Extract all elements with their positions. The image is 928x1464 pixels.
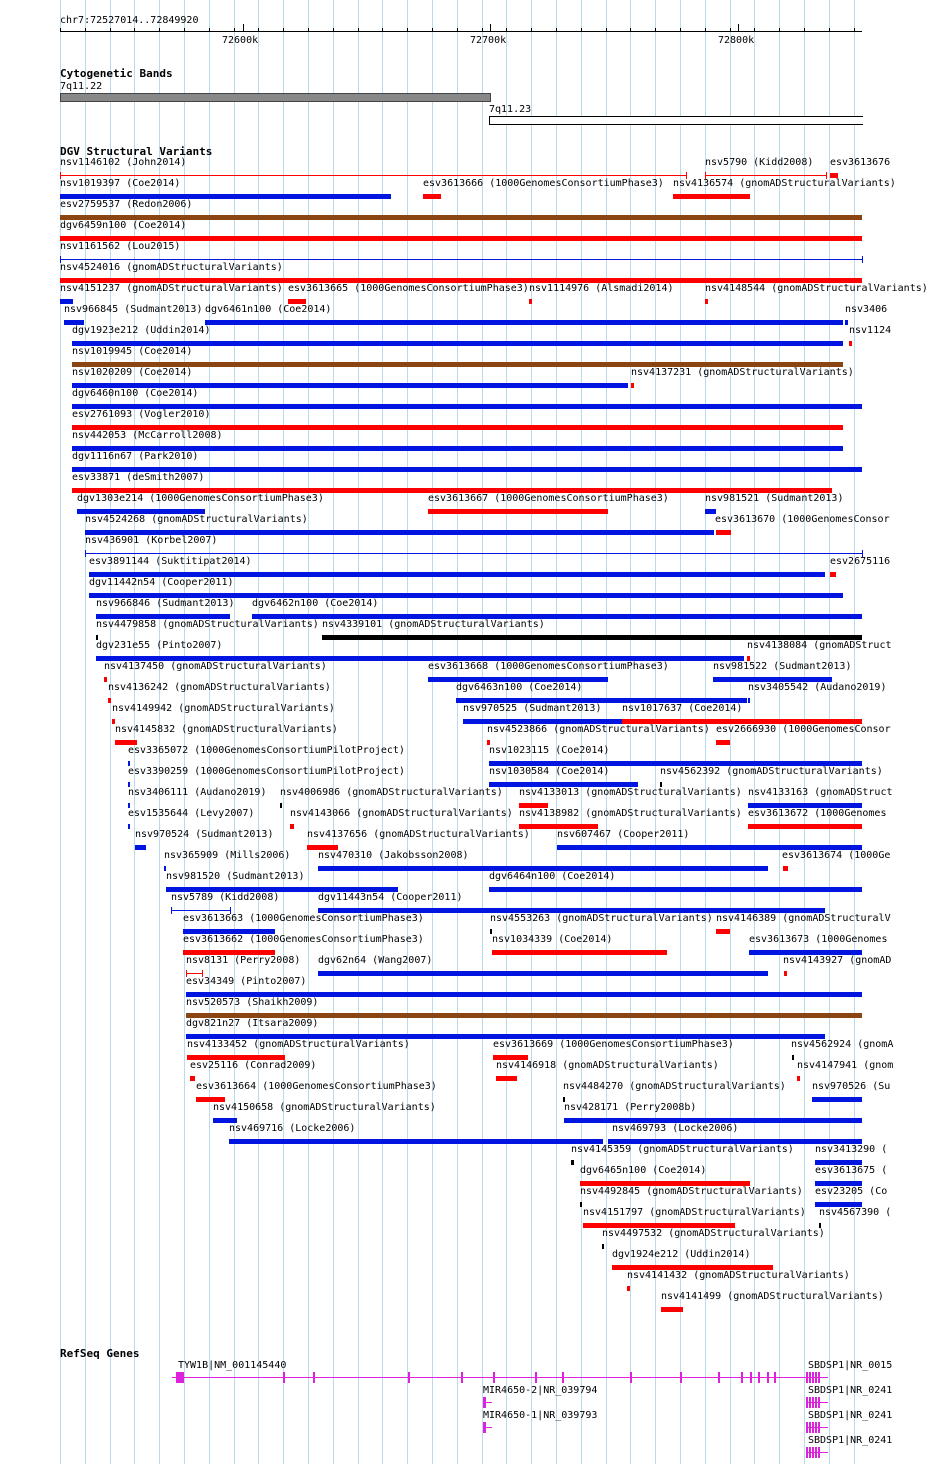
dgv-feature-label: nsv1146102 (John2014)	[60, 157, 187, 168]
dgv-feature-label: nsv4143066 (gnomADStructuralVariants)	[290, 808, 513, 819]
refseq-gene-label: SBDSP1|NR_0241	[808, 1410, 893, 1421]
dgv-feature-bar[interactable]	[580, 1202, 582, 1207]
dgv-feature-label: dgv11442n54 (Cooper2011)	[89, 577, 234, 588]
dgv-feature-label: nsv428171 (Perry2008b)	[564, 1102, 697, 1113]
dgv-feature-label: nsv4136242 (gnomADStructuralVariants)	[108, 682, 331, 693]
refseq-exon	[815, 1422, 817, 1433]
refseq-exon	[493, 1372, 495, 1383]
dgv-feature-label: nsv1161562 (Lou2015)	[60, 241, 181, 252]
dgv-feature-label: nsv4497532 (gnomADStructuralVariants)	[602, 1228, 825, 1239]
ruler-tick	[358, 28, 359, 32]
dgv-feature-label: nsv4524268 (gnomADStructuralVariants)	[85, 514, 308, 525]
dgv-feature-bar[interactable]	[186, 973, 202, 974]
dgv-feature-label: esv3613662 (1000GenomesConsortiumPhase3)	[183, 934, 424, 945]
ruler-tick-label-72800k: 72800k	[718, 35, 755, 46]
dgv-feature-label: nsv4150658 (gnomADStructuralVariants)	[213, 1102, 436, 1113]
dgv-feature-label: nsv4148544 (gnomADStructuralVariants)	[705, 283, 928, 294]
dgv-feature-label: esv2675116	[830, 556, 891, 567]
refseq-exon	[741, 1372, 743, 1383]
ruler-tick	[779, 28, 780, 32]
dgv-feature-label: esv3613670 (1000GenomesConsor	[715, 514, 890, 525]
dgv-feature-label: nsv469793 (Locke2006)	[612, 1123, 739, 1134]
dgv-feature-label: nsv469716 (Locke2006)	[229, 1123, 356, 1134]
dgv-feature-label: esv1535644 (Levy2007)	[128, 808, 255, 819]
dgv-feature-bar[interactable]	[845, 320, 848, 325]
refseq-exon	[630, 1372, 632, 1383]
dgv-feature-label: esv3613674 (1000Ge	[782, 850, 891, 861]
ruler-tick	[110, 28, 111, 32]
ruler-major-tick	[243, 24, 244, 32]
dgv-feature-bar[interactable]	[661, 1307, 683, 1312]
ruler-tick	[184, 28, 185, 32]
dgv-feature-label: nsv8131 (Perry2008)	[186, 955, 301, 966]
dgv-feature-label: dgv62n64 (Wang2007)	[318, 955, 433, 966]
dgv-feature-bar[interactable]	[602, 1244, 604, 1249]
refseq-exon	[283, 1372, 285, 1383]
dgv-feature-bar[interactable]	[705, 175, 826, 176]
dgv-feature-label: nsv4006986 (gnomADStructuralVariants)	[280, 787, 503, 798]
dgv-feature-bar[interactable]	[529, 299, 532, 304]
dgv-feature-label: nsv4143927 (gnomAD	[783, 955, 892, 966]
dgv-feature-label: nsv1030584 (Coe2014)	[489, 766, 610, 777]
ruler-tick	[432, 28, 433, 32]
dgv-feature-label: esv3613663 (1000GenomesConsortiumPhase3)	[183, 913, 424, 924]
refseq-exon	[812, 1372, 814, 1383]
refseq-exon	[750, 1372, 752, 1383]
locus-label: chr7:72527014..72849920	[60, 15, 199, 26]
ruler-tick	[730, 28, 731, 32]
dgv-feature-label: nsv5790 (Kidd2008)	[705, 157, 814, 168]
dgv-feature-label: nsv607467 (Cooper2011)	[557, 829, 690, 840]
ruler-axis	[60, 31, 862, 32]
dgv-feature-label: nsv4562924 (gnomA	[791, 1039, 894, 1050]
ruler-tick	[804, 28, 805, 32]
ruler-major-tick	[738, 24, 739, 32]
dgv-feature-label: esv3613664 (1000GenomesConsortiumPhase3)	[196, 1081, 437, 1092]
dgv-feature-bar[interactable]	[496, 1076, 517, 1081]
dgv-feature-label: nsv4136574 (gnomADStructuralVariants)	[673, 178, 896, 189]
dgv-feature-label: nsv442053 (McCarroll2008)	[72, 430, 223, 441]
refseq-exon	[806, 1422, 808, 1433]
dgv-feature-bar[interactable]	[627, 1286, 630, 1291]
dgv-feature-bar[interactable]	[673, 194, 750, 199]
dgv-feature-bar[interactable]	[190, 1076, 195, 1081]
dgv-feature-label: nsv970525 (Sudmant2013)	[463, 703, 602, 714]
refseq-exon	[809, 1422, 811, 1433]
refseq-exon	[806, 1372, 808, 1383]
dgv-feature-label: nsv981522 (Sudmant2013)	[713, 661, 852, 672]
dgv-feature-label: nsv4138982 (gnomADStructuralVariants)	[519, 808, 742, 819]
track-title-dgv: DGV Structural Variants	[60, 145, 213, 158]
dgv-feature-label: nsv4145359 (gnomADStructuralVariants)	[571, 1144, 794, 1155]
dgv-feature-label: esv33871 (deSmith2007)	[72, 472, 205, 483]
ruler-tick	[655, 28, 656, 32]
ruler-tick-label-72600k: 72600k	[222, 35, 259, 46]
cytoband-label-q11-23: 7q11.23	[489, 104, 532, 115]
dgv-feature-bar[interactable]	[783, 866, 788, 871]
ruler-tick	[407, 28, 408, 32]
dgv-feature-label: dgv11443n54 (Cooper2011)	[318, 892, 463, 903]
refseq-gene-label: SBDSP1|NR_0241	[808, 1385, 893, 1396]
ruler-tick	[754, 28, 755, 32]
dgv-feature-label: dgv1303e214 (1000GenomesConsortiumPhase3)	[77, 493, 324, 504]
dgv-feature-label: nsv4133013 (gnomADStructuralVariants)	[519, 787, 742, 798]
dgv-feature-label: nsv1019945 (Coe2014)	[72, 346, 193, 357]
dgv-feature-label: esv3613666 (1000GenomesConsortiumPhase3)	[423, 178, 664, 189]
dgv-feature-label: nsv4567390 (	[819, 1207, 892, 1218]
refseq-exon	[812, 1422, 814, 1433]
dgv-feature-bar[interactable]	[716, 530, 731, 535]
dgv-feature-label: nsv4137450 (gnomADStructuralVariants)	[104, 661, 327, 672]
dgv-feature-bar[interactable]	[205, 320, 843, 325]
dgv-feature-label: esv3613673 (1000Genomes	[749, 934, 888, 945]
dgv-feature-label: dgv6461n100 (Coe2014)	[205, 304, 332, 315]
ruler-tick	[308, 28, 309, 32]
ruler-tick	[531, 28, 532, 32]
dgv-feature-label: esv3365072 (1000GenomesConsortiumPilotProject)	[128, 745, 405, 756]
dgv-feature-label: nsv4141499 (gnomADStructuralVariants)	[661, 1291, 884, 1302]
refseq-exon	[809, 1372, 811, 1383]
refseq-exon	[818, 1422, 820, 1433]
dgv-feature-label: nsv966845 (Sudmant2013)	[64, 304, 203, 315]
dgv-feature-label: esv25116 (Conrad2009)	[190, 1060, 317, 1071]
refseq-exon	[806, 1397, 808, 1408]
dgv-feature-bar[interactable]	[784, 971, 787, 976]
dgv-feature-label: dgv1116n67 (Park2010)	[72, 451, 199, 462]
ruler-tick	[829, 28, 830, 32]
dgv-feature-label: esv3613669 (1000GenomesConsortiumPhase3)	[493, 1039, 734, 1050]
dgv-feature-bar[interactable]	[571, 1160, 574, 1165]
dgv-feature-label: nsv436901 (Korbel2007)	[85, 535, 218, 546]
dgv-feature-label: esv3891144 (Suktitipat2014)	[89, 556, 252, 567]
dgv-feature-label: esv3613668 (1000GenomesConsortiumPhase3)	[428, 661, 669, 672]
dgv-feature-label: dgv6462n100 (Coe2014)	[252, 598, 379, 609]
refseq-gene-label: MIR4650-1|NR_039793	[483, 1410, 598, 1421]
track-title-refseq: RefSeq Genes	[60, 1347, 140, 1360]
refseq-exon	[180, 1372, 184, 1383]
dgv-feature-label: nsv4149942 (gnomADStructuralVariants)	[112, 703, 335, 714]
dgv-feature-bar[interactable]	[748, 824, 862, 829]
dgv-feature-label: esv3613675 (	[815, 1165, 888, 1176]
dgv-feature-bar[interactable]	[492, 950, 667, 955]
refseq-exon	[680, 1372, 682, 1383]
ruler-tick	[85, 28, 86, 32]
ruler-tick	[482, 28, 483, 32]
dgv-feature-label: nsv4146918 (gnomADStructuralVariants)	[496, 1060, 719, 1071]
dgv-feature-label: nsv1034339 (Coe2014)	[492, 934, 613, 945]
refseq-gene-label: MIR4650-2|NR_039794	[483, 1385, 598, 1396]
dgv-feature-label: nsv4137231 (gnomADStructuralVariants)	[631, 367, 854, 378]
refseq-gene-label: SBDSP1|NR_0015	[808, 1360, 893, 1371]
dgv-feature-bar[interactable]	[812, 1097, 862, 1102]
ruler-tick	[333, 28, 334, 32]
ruler-tick	[854, 28, 855, 32]
ruler-tick	[705, 28, 706, 32]
dgv-feature-label: nsv365909 (Mills2006)	[164, 850, 291, 861]
dgv-feature-bar[interactable]	[428, 509, 608, 514]
cytoband-label-q11-22: 7q11.22	[60, 81, 103, 92]
refseq-gene-label: SBDSP1|NR_0241	[808, 1435, 893, 1446]
dgv-feature-bar[interactable]	[792, 1055, 794, 1060]
dgv-feature-bar[interactable]	[128, 824, 130, 829]
dgv-feature-bar[interactable]	[60, 259, 862, 260]
dgv-feature-label: esv2666930 (1000GenomesConsor	[716, 724, 891, 735]
dgv-feature-bar[interactable]	[60, 175, 686, 176]
ruler-tick	[581, 28, 582, 32]
dgv-feature-label: nsv3406	[845, 304, 888, 315]
ruler-tick	[630, 28, 631, 32]
cytoband-q11-23[interactable]	[489, 116, 863, 125]
refseq-exon	[809, 1397, 811, 1408]
refseq-gene-label: TYW1B|NM_001145440	[178, 1360, 287, 1371]
cytoband-q11-22[interactable]	[60, 93, 491, 102]
dgv-feature-label: dgv6465n100 (Coe2014)	[580, 1165, 707, 1176]
dgv-feature-label: dgv821n27 (Itsara2009)	[186, 1018, 319, 1029]
refseq-exon	[718, 1372, 720, 1383]
dgv-feature-bar[interactable]	[489, 887, 862, 892]
dgv-feature-bar[interactable]	[290, 824, 294, 829]
dgv-feature-label: nsv1023115 (Coe2014)	[489, 745, 610, 756]
dgv-feature-label: dgv6459n100 (Coe2014)	[60, 220, 187, 231]
ruler-tick	[134, 28, 135, 32]
dgv-feature-bar[interactable]	[85, 553, 862, 554]
dgv-feature-bar[interactable]	[229, 1139, 603, 1144]
dgv-feature-label: nsv4484270 (gnomADStructuralVariants)	[563, 1081, 786, 1092]
dgv-feature-label: dgv1924e212 (Uddin2014)	[612, 1249, 751, 1260]
dgv-feature-label: nsv4151237 (gnomADStructuralVariants)	[60, 283, 283, 294]
track-title-cytogenetic-bands: Cytogenetic Bands	[60, 67, 173, 80]
ruler-tick	[283, 28, 284, 32]
refseq-exon	[535, 1372, 537, 1383]
dgv-feature-label: nsv4137656 (gnomADStructuralVariants)	[307, 829, 530, 840]
dgv-feature-label: nsv520573 (Shaikh2009)	[186, 997, 319, 1008]
ruler-tick-label-72700k: 72700k	[470, 35, 507, 46]
dgv-feature-bar[interactable]	[108, 698, 111, 703]
dgv-feature-label: nsv4146389 (gnomADStructuralV	[716, 913, 891, 924]
dgv-feature-label: esv2761093 (Vogler2010)	[72, 409, 211, 420]
dgv-feature-label: nsv4133452 (gnomADStructuralVariants)	[187, 1039, 410, 1050]
refseq-exon	[758, 1372, 760, 1383]
refseq-exon	[313, 1372, 315, 1383]
dgv-feature-label: nsv981521 (Sudmant2013)	[705, 493, 844, 504]
dgv-feature-label: nsv4523866 (gnomADStructuralVariants)	[487, 724, 710, 735]
ruler-tick	[506, 28, 507, 32]
dgv-feature-label: nsv966846 (Sudmant2013)	[96, 598, 235, 609]
dgv-feature-label: dgv1923e212 (Uddin2014)	[72, 325, 211, 336]
dgv-feature-bar[interactable]	[797, 1076, 800, 1081]
dgv-feature-label: nsv1114976 (Alsmadi2014)	[529, 283, 674, 294]
dgv-feature-bar[interactable]	[280, 803, 282, 808]
dgv-feature-label: nsv1019397 (Coe2014)	[60, 178, 181, 189]
dgv-feature-bar[interactable]	[135, 845, 146, 850]
dgv-feature-label: nsv4524016 (gnomADStructuralVariants)	[60, 262, 283, 273]
ruler-tick	[60, 28, 61, 32]
refseq-exon	[815, 1397, 817, 1408]
ruler-tick	[457, 28, 458, 32]
ruler-tick	[258, 28, 259, 32]
dgv-feature-label: esv23205 (Co	[815, 1186, 888, 1197]
refseq-exon	[809, 1447, 811, 1458]
dgv-feature-bar[interactable]	[748, 698, 750, 703]
dgv-feature-label: esv3613672 (1000Genomes	[748, 808, 887, 819]
ruler-tick	[556, 28, 557, 32]
refseq-exon	[812, 1397, 814, 1408]
ruler-tick	[234, 28, 235, 32]
dgv-feature-label: esv3613676	[830, 157, 891, 168]
dgv-feature-bar[interactable]	[423, 194, 441, 199]
dgv-feature-label: nsv970524 (Sudmant2013)	[135, 829, 274, 840]
ruler-tick	[209, 28, 210, 32]
dgv-feature-label: nsv4479858 (gnomADStructuralVariants)	[96, 619, 319, 630]
dgv-feature-label: nsv1017637 (Coe2014)	[622, 703, 743, 714]
refseq-exon	[818, 1397, 820, 1408]
refseq-exon	[818, 1372, 820, 1383]
refseq-exon	[774, 1372, 776, 1383]
refseq-exon	[767, 1372, 769, 1383]
dgv-feature-label: nsv4562392 (gnomADStructuralVariants)	[660, 766, 883, 777]
dgv-feature-label: dgv6464n100 (Coe2014)	[489, 871, 616, 882]
dgv-feature-label: nsv1124	[849, 325, 892, 336]
refseq-exon	[483, 1397, 486, 1408]
dgv-feature-endcap	[862, 256, 863, 263]
refseq-exon	[812, 1447, 814, 1458]
refseq-exon	[562, 1372, 564, 1383]
refseq-exon	[818, 1447, 820, 1458]
dgv-feature-label: esv3613667 (1000GenomesConsortiumPhase3)	[428, 493, 669, 504]
dgv-feature-bar[interactable]	[104, 677, 107, 682]
dgv-feature-label: nsv981520 (Sudmant2013)	[166, 871, 305, 882]
dgv-feature-label: nsv470310 (Jakobsson2008)	[318, 850, 469, 861]
dgv-feature-label: nsv3405542 (Audano2019)	[748, 682, 887, 693]
dgv-feature-label: esv2759537 (Redon2006)	[60, 199, 193, 210]
dgv-feature-bar[interactable]	[830, 572, 836, 577]
dgv-feature-bar[interactable]	[849, 341, 852, 346]
refseq-exon	[483, 1422, 486, 1433]
dgv-feature-bar[interactable]	[716, 740, 730, 745]
refseq-exon	[815, 1447, 817, 1458]
ruler-tick	[680, 28, 681, 32]
dgv-feature-label: nsv4138084 (gnomADStruct	[747, 640, 892, 651]
ruler-tick	[606, 28, 607, 32]
dgv-feature-bar[interactable]	[705, 299, 708, 304]
dgv-feature-bar[interactable]	[631, 383, 634, 388]
dgv-feature-label: nsv3406111 (Audano2019)	[128, 787, 267, 798]
dgv-feature-label: esv3613665 (1000GenomesConsortiumPhase3)	[288, 283, 529, 294]
ruler-tick	[159, 28, 160, 32]
dgv-feature-bar[interactable]	[318, 971, 768, 976]
dgv-feature-label: nsv4553263 (gnomADStructuralVariants)	[490, 913, 713, 924]
dgv-feature-label: nsv5789 (Kidd2008)	[171, 892, 280, 903]
dgv-feature-label: nsv970526 (Su	[812, 1081, 891, 1092]
ruler-major-tick	[490, 24, 491, 32]
refseq-exon	[461, 1372, 463, 1383]
dgv-feature-label: nsv4492845 (gnomADStructuralVariants)	[580, 1186, 803, 1197]
dgv-feature-label: esv3390259 (1000GenomesConsortiumPilotProject)	[128, 766, 405, 777]
dgv-feature-label: nsv4133163 (gnomADStruct	[748, 787, 893, 798]
dgv-feature-bar[interactable]	[716, 929, 730, 934]
ruler-tick	[382, 28, 383, 32]
dgv-feature-label: nsv4339101 (gnomADStructuralVariants)	[322, 619, 545, 630]
refseq-gene-intron-line[interactable]	[172, 1377, 822, 1378]
dgv-feature-label: nsv4151797 (gnomADStructuralVariants)	[583, 1207, 806, 1218]
refseq-exon	[806, 1447, 808, 1458]
dgv-feature-label: nsv4145832 (gnomADStructuralVariants)	[115, 724, 338, 735]
dgv-feature-label: esv34349 (Pinto2007)	[186, 976, 307, 987]
refseq-exon	[408, 1372, 410, 1383]
dgv-feature-label: nsv4147941 (gnom	[797, 1060, 894, 1071]
dgv-feature-label: dgv6460n100 (Coe2014)	[72, 388, 199, 399]
refseq-exon	[815, 1372, 817, 1383]
dgv-feature-label: dgv231e55 (Pinto2007)	[96, 640, 223, 651]
dgv-feature-endcap	[171, 907, 172, 914]
dgv-feature-endcap	[85, 550, 86, 557]
dgv-feature-label: dgv6463n100 (Coe2014)	[456, 682, 583, 693]
dgv-feature-label: nsv1020209 (Coe2014)	[72, 367, 193, 378]
dgv-feature-label: nsv4141432 (gnomADStructuralVariants)	[627, 1270, 850, 1281]
dgv-feature-bar[interactable]	[171, 910, 230, 911]
dgv-feature-label: nsv3413290 (	[815, 1144, 888, 1155]
